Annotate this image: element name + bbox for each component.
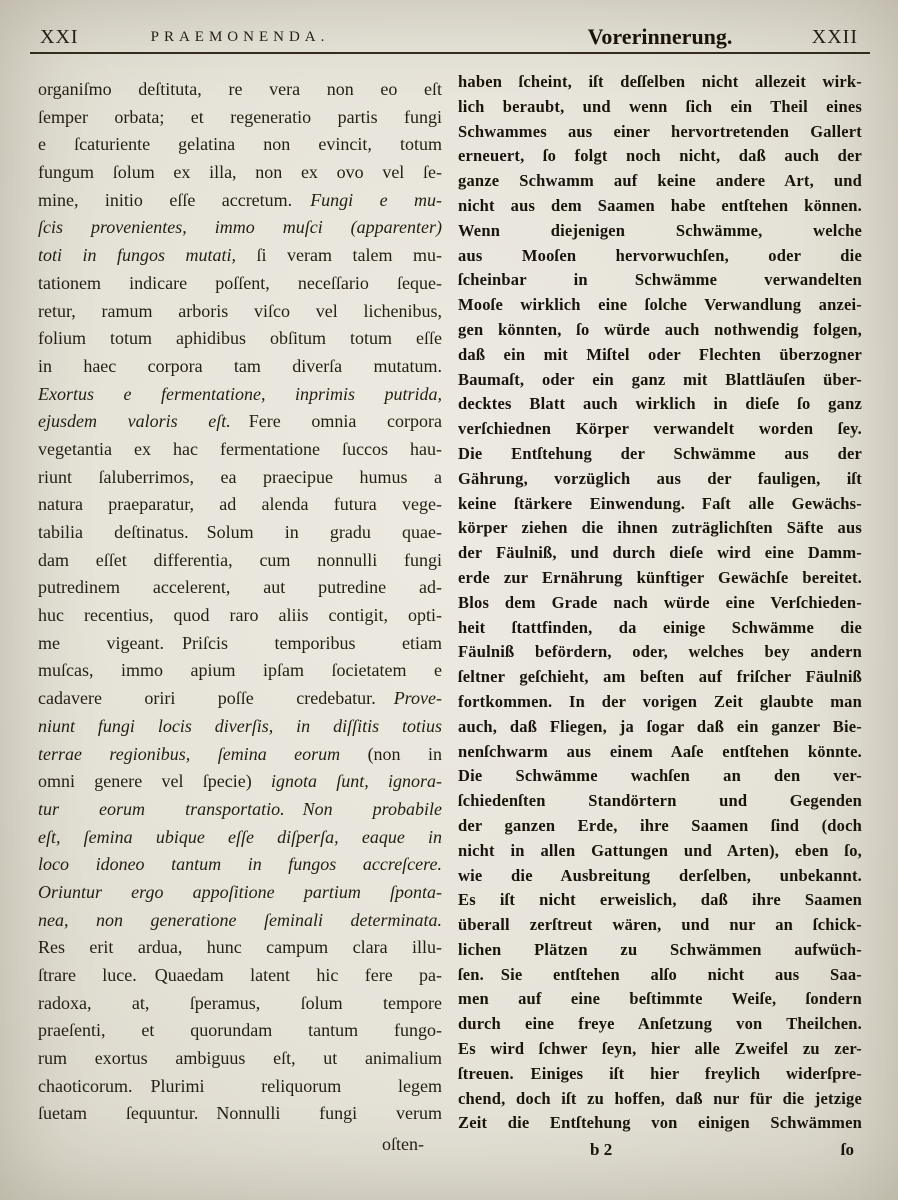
header-rule — [30, 52, 870, 54]
text-line: tur eorum transportatio. Non probabile — [38, 798, 442, 819]
text-line: körper ziehen die ihnen zuträglichſten Säfte aus — [458, 518, 862, 538]
text-line: Baumaſt, oder ein ganz mit Blattläuſen über- — [458, 369, 862, 389]
text-line: gen könnten, ſo würde auch nothwendig folgen, — [458, 319, 862, 339]
text-line: tationem indicare poſſent, neceſſario ſeque- — [38, 272, 442, 293]
text-line: ſcis provenientes, immo muſci (apparenter) — [38, 217, 442, 238]
text-line: lich beraubt, und wenn ſich ein Theil eines — [458, 96, 862, 116]
text-line: nicht aus dem Saamen habe entſtehen können. — [458, 195, 862, 215]
text-line: lichen Plätzen zu Schwämmen aufwüch- — [458, 939, 862, 959]
text-line: chend, doch iſt zu hoffen, daß nur für die jetzige — [458, 1088, 862, 1108]
text-line: e ſcaturiente gelatina non evincit, totum — [38, 134, 442, 155]
text-line: Es iſt nicht erweislich, daß ihre Saamen — [458, 890, 862, 910]
text-line: überall zerſtreut wären, und nur an ſchick- — [458, 915, 862, 935]
text-line: der ganzen Erde, ihre Saamen ſind (doch — [458, 815, 862, 835]
text-line: ganze Schwamm auf keine andere Art, und — [458, 171, 862, 191]
text-line: natura praeparatur, ad alenda futura vege- — [38, 494, 442, 515]
text-line: organiſmo deſtituta, re vera non eo eſt — [38, 79, 442, 99]
text-line: Es wird ſchwer ſeyn, hier alle Zweifel zu zer- — [458, 1039, 862, 1059]
text-line: eſt, ſemina ubique eſſe diſperſa, eaque in — [38, 826, 442, 847]
text-line: in haec corpora tam diverſa mutatum. — [38, 355, 442, 376]
text-line: nicht in allen Gattungen und Arten), eben ſo, — [458, 840, 862, 860]
text-line: ſtreuen. Einiges iſt hier freylich widerſpre- — [458, 1063, 862, 1083]
text-line: folium totum aphidibus obſitum totum eſſe — [38, 328, 442, 349]
text-line: Exortus e fermentatione, inprimis putrida, — [38, 383, 442, 404]
text-line: erde zur Ernährung künftiger Gewächſe bereitet. — [458, 567, 862, 587]
text-line: decktes Blatt auch wirklich in dieſe ſo ganz — [458, 394, 862, 414]
text-line: vegetantia ex hac fermentatione ſuccos hau- — [38, 438, 442, 459]
text-line: auch, daß Fliegen, ja ſogar daß ein ganzer Bie- — [458, 716, 862, 736]
page-number-left: XXI — [40, 26, 79, 48]
text-line: omni genere vel ſpecie) ignota ſunt, ignora- — [38, 771, 442, 792]
text-line: ſcheinbar in Schwämme verwandelten — [458, 270, 862, 290]
text-line: terrae regionibus, ſemina eorum (non in — [38, 743, 442, 764]
text-line: muſcas, immo apium ipſam ſocietatem e — [38, 660, 442, 681]
text-line: nea, non generatione ſeminali determinata. — [38, 909, 442, 930]
signature-mark: b 2 — [590, 1140, 613, 1160]
text-line: ſeltner geſchieht, am beſten auf friſcher Fäulniß — [458, 667, 862, 687]
text-line: rum exortus ambiguus eſt, ut animalium — [38, 1048, 442, 1069]
running-title-german: Vorerinnerung. — [587, 24, 733, 49]
text-line: cadavere oriri poſſe credebatur. Prove- — [38, 688, 442, 709]
text-line: putredinem accelerent, aut putredine ad- — [38, 577, 442, 598]
text-line: daß ein mit Miſtel oder Flechten überzogner — [458, 344, 862, 364]
text-line: haben ſcheint, iſt deſſelben nicht allezeit wirk- — [458, 72, 862, 91]
text-line: ejusdem valoris eſt. Fere omnia corpora — [38, 411, 442, 432]
page-number-right: XXII — [811, 26, 858, 48]
text-line: Oriuntur ergo appoſitione partium ſponta- — [38, 881, 442, 902]
page-footer — [458, 1140, 862, 1166]
text-line: toti in fungos mutati, ſi veram talem mu- — [38, 245, 442, 266]
text-line: wie die Ausbreitung derſelben, unbekannt. — [458, 865, 862, 885]
catchword-left: oſten- — [382, 1134, 424, 1155]
text-line: Zeit die Entſtehung von einigen Schwämmen — [458, 1113, 862, 1133]
text-line: radoxa, at, ſperamus, ſolum tempore — [38, 992, 442, 1013]
text-line: men auf eine beſtimmte Weiſe, ſondern — [458, 989, 862, 1009]
text-line: durch eine freye Anſetzung von Theilchen. — [458, 1014, 862, 1034]
text-line: loco idoneo tantum in fungos accreſcere. — [38, 854, 442, 875]
left-column-text — [38, 76, 442, 1128]
text-line: dam eſſet differentia, cum nonnulli fungi — [38, 549, 442, 570]
running-title-latin: PRAEMONENDA. — [150, 29, 330, 45]
text-line: chaoticorum. Plurimi reliquorum legem — [38, 1075, 442, 1096]
text-line: Wenn diejenigen Schwämme, welche — [458, 220, 862, 240]
text-line: Blos dem Grade nach würde eine Verſchieden- — [458, 592, 862, 612]
text-line: huc recentius, quod raro aliis contigit, opti- — [38, 605, 442, 626]
text-line: aus Mooſen hervorwuchſen, oder die — [458, 245, 862, 265]
text-line: ſuetam ſequuntur. Nonnulli fungi verum — [38, 1103, 442, 1124]
text-line: mine, initio eſſe accretum. Fungi e mu- — [38, 189, 442, 210]
text-line: Fäulniß befördern, oder, welches bey andern — [458, 642, 862, 662]
text-line: Gährung, vorzüglich aus der fauligen, iſt — [458, 468, 862, 488]
text-line: der Fäulniß, und durch dieſe wird eine Damm- — [458, 543, 862, 563]
text-line: fungum ſolum ex illa, non ex ovo vel ſe- — [38, 162, 442, 183]
text-line: retur, ramum arboris viſco vel lichenibus, — [38, 300, 442, 321]
text-line: verſchiednen Körper verwandelt worden ſey. — [458, 419, 862, 439]
text-line: tabilia deſtinatus. Solum in gradu quae- — [38, 522, 442, 542]
text-line: ſtrare luce. Quaedam latent hic fere pa- — [38, 965, 442, 985]
left-column — [38, 76, 442, 1158]
text-line: me vigeant. Priſcis temporibus etiam — [38, 632, 442, 653]
text-line: erneuert, ſo folgt noch nicht, daß auch der — [458, 146, 862, 166]
text-line: ſen. Sie entſtehen alſo nicht aus Saa- — [458, 964, 862, 984]
text-line: heit ſtattfinden, da einige Schwämme die — [458, 617, 862, 637]
text-line: ſchiedenſten Standörtern und Gegenden — [458, 791, 862, 811]
text-line: keine ſtärkere Einwendung. Faſt alle Gewächs- — [458, 493, 862, 513]
text-line: Die Entſtehung der Schwämme aus der — [458, 443, 862, 463]
text-line: Res erit ardua, hunc campum clara illu- — [38, 937, 442, 958]
right-column-text — [458, 70, 862, 1136]
right-column — [458, 70, 862, 1166]
catchword-right: ſo — [840, 1140, 854, 1160]
text-line: niunt fungi locis diverſis, in diſſitis totius — [38, 715, 442, 736]
text-line: praeſenti, et quorundam tantum fungo- — [38, 1020, 442, 1041]
text-line: Schwammes aus einer hervortretenden Gallert — [458, 121, 862, 141]
text-line: riunt ſaluberrimos, ea praecipue humus a — [38, 466, 442, 487]
text-line: ſemper orbata; et regeneratio partis fungi — [38, 106, 442, 127]
text-line: Die Schwämme wachſen an den ver- — [458, 766, 862, 786]
text-line: nenſchwarm aus einem Aaſe entſtehen könnte. — [458, 741, 862, 761]
text-line: fortkommen. In der vorigen Zeit glaubte man — [458, 691, 862, 711]
text-line: Mooſe wirklich eine ſolche Verwandlung anzei- — [458, 295, 862, 315]
